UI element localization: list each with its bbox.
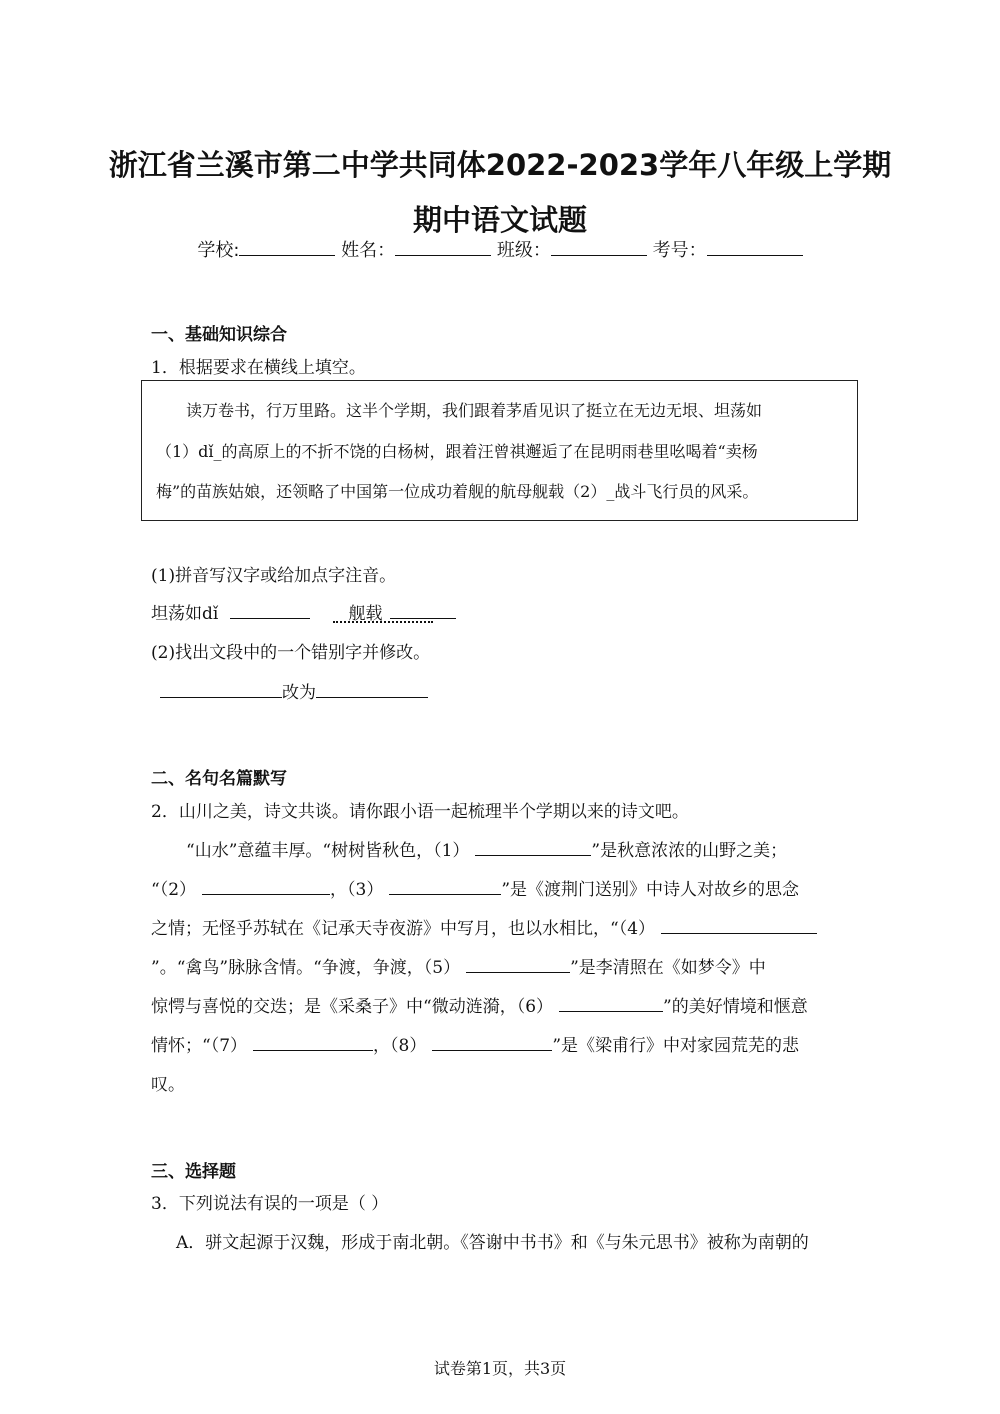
q1-sub1: (1)拼音写汉字或给加点字注音。 (151, 566, 397, 586)
blank-1[interactable] (475, 839, 591, 856)
school-blank[interactable] (239, 239, 335, 256)
poem-text: ”是秋意浓浓的山野之美； (591, 841, 788, 861)
q3-option-a: A．骈文起源于汉魏，形成于南北朝。《答谢中书书》和《与朱元思书》被称为南朝的 (176, 1233, 809, 1253)
blank-3[interactable] (389, 878, 501, 895)
passage-box (141, 380, 858, 521)
name-blank[interactable] (395, 239, 491, 256)
poem-text: ”是李清照在《如梦令》中 (570, 958, 766, 978)
correct-char-blank[interactable] (316, 681, 428, 698)
class-label: 班级： (496, 240, 551, 261)
passage-line-1: 读万卷书，行万里路。这半个学期，我们跟着茅盾见识了挺立在无边无垠、坦荡如 (186, 401, 763, 420)
q2-stem: 2．山川之美，诗文共谈。请你跟小语一起梳理半个学期以来的诗文吧。 (151, 802, 689, 822)
poem-text: ”的美好情境和惬意 (663, 997, 808, 1017)
poem-line-1 (186, 836, 787, 861)
poem-text: 惊愕与喜悦的交迭；是《采桑子》中“微动涟漪，（6） (151, 997, 554, 1017)
item-a-label: 坦荡如dǐ (151, 604, 219, 624)
page-footer: 试卷第1页，共3页 (433, 1359, 567, 1378)
passage-line-3: 梅”的苗族姑娘，还领略了中国第一位成功着舰的航母舰载（2）_战斗飞行员的风采。 (156, 482, 759, 501)
passage-line-2: （1）dǐ_的高原上的不折不饶的白杨树，跟着汪曾祺邂逅了在昆明雨巷里吆喝着“卖杨 (156, 442, 758, 461)
item-b-blank[interactable] (390, 602, 456, 619)
section2-heading: 二、名句名篇默写 (151, 769, 287, 789)
section3-heading: 三、选择题 (151, 1162, 236, 1182)
blank-6[interactable] (559, 995, 663, 1012)
item-b-label: 舰载 (348, 604, 383, 624)
class-blank[interactable] (551, 239, 647, 256)
poem-line-2 (151, 875, 799, 900)
name-label: 姓名： (341, 240, 396, 261)
exam-no-label: 考号： (652, 240, 707, 261)
poem-text: 之情；无怪乎苏轼在《记承天寺夜游》中写月，也以水相比，“（4） (151, 919, 656, 939)
poem-line-5 (151, 992, 808, 1017)
poem-text: “（2） (151, 880, 197, 900)
poem-line-6 (151, 1031, 799, 1056)
poem-text: “山水”意蕴丰厚。“树树皆秋色，（1） (186, 841, 470, 861)
poem-text: ，（8） (373, 1036, 427, 1056)
exam-no-blank[interactable] (707, 239, 803, 256)
item-a-blank[interactable] (230, 602, 310, 619)
q1-sub2-answer (160, 678, 428, 703)
poem-text: ，（3） (330, 880, 384, 900)
poem-line-4 (151, 953, 766, 978)
poem-line-3 (151, 914, 817, 939)
blank-4[interactable] (661, 917, 817, 934)
blank-7[interactable] (253, 1034, 373, 1051)
page-title: 浙江省兰溪市第二中学共同体2022-2023学年八年级上学期 (108, 148, 892, 182)
blank-2[interactable] (202, 878, 330, 895)
poem-text: 情怀；“（7） (151, 1036, 248, 1056)
student-info-line (0, 236, 1000, 262)
q1-sub2: (2)找出文段中的一个错别字并修改。 (151, 643, 431, 663)
poem-text: ”。“禽鸟”脉脉含情。“争渡，争渡，（5） (151, 958, 461, 978)
page-subtitle: 期中语文试题 (412, 203, 587, 237)
poem-text: ”是《梁甫行》中对家园荒芜的悲 (552, 1036, 800, 1056)
emphasis-dots (333, 619, 433, 623)
poem-text: ”是《渡荆门送别》中诗人对故乡的思念 (501, 880, 800, 900)
wrong-char-blank[interactable] (160, 681, 282, 698)
blank-5[interactable] (466, 956, 570, 973)
school-label: 学校: (197, 240, 240, 261)
poem-line-7: 叹。 (151, 1075, 185, 1095)
section1-heading: 一、基础知识综合 (151, 325, 287, 345)
change-label: 改为 (282, 683, 316, 703)
q3-stem: 3．下列说法有误的一项是（ ） (151, 1194, 389, 1214)
blank-8[interactable] (432, 1034, 552, 1051)
q1-stem: 1．根据要求在横线上填空。 (151, 358, 366, 378)
